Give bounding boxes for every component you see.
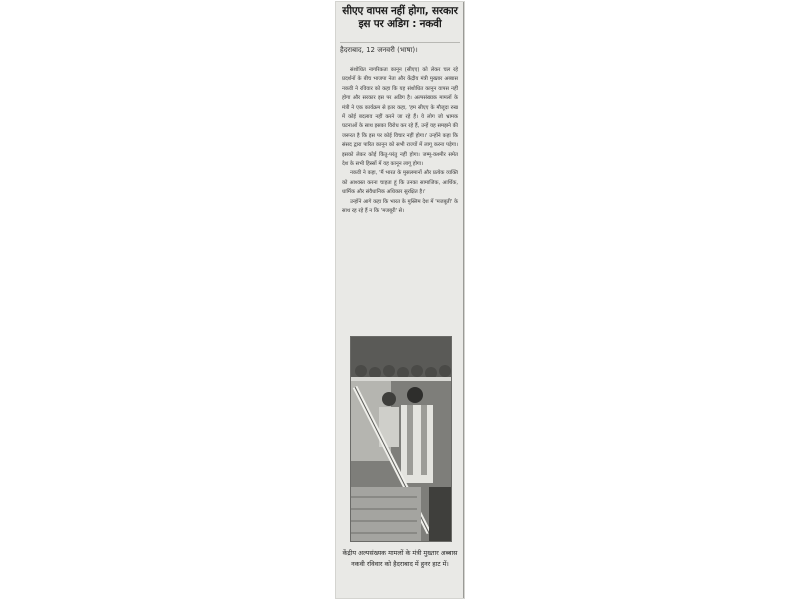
article-paragraph: संशोधित नागरिकता कानून (सीएए) को लेकर चल रहे प्रदर्शनों के बीच भाजपा नेता और केंद्रीय मंत्री मुख्तार अब्बास नकवी ने रविवार को कहा कि यह संशोधित कानून वापस नहीं होगा और सरकार इस पर अडिग है। अल्पसंख्यक मामलों के मंत्री ने एक कार्यक्रम से इतर कहा, 'हम सीएए के मौजूदा रुख में कोई बदलाव नहीं करने जा रहे हैं। ये लोग जो भ्रामक घटनाओं के साथ इसका विरोध कर रहे हैं, उन्हें यह समझने की जरूरत है कि इस पर कोई विचार नहीं होगा।' उन्होंने कहा कि संसद द्वारा पारित कानून को सभी राज्यों में लागू करना पड़ेगा। इसको लेकर कोई किंतु-परंतु नहीं होगा। जम्मू-कश्मीर समेत देश के सभी हिस्सों में यह कानून लागू होगा। <box>342 67 458 168</box>
article-dateline: हैदराबाद, 12 जनवरी (भाषा)। <box>340 46 418 54</box>
news-photo <box>350 336 452 542</box>
photo-caption: केंद्रीय अल्पसंख्यक मामलों के मंत्री मुख्तार अब्बास नकवी रविवार को हैदराबाद में हुनर हाट में। <box>342 549 458 568</box>
article-body <box>342 66 458 217</box>
article-paragraph: उन्होंने आगे कहा कि भारत के मुस्लिम देश में 'मजबूती' के साथ रह रहे हैं न कि 'मजबूरी' से। <box>342 198 458 215</box>
newspaper-clipping <box>336 2 464 598</box>
article-headline: सीएए वापस नहीं होगा, सरकार इस पर अडिग : नकवी <box>342 5 458 30</box>
article-paragraph: नकवी ने कहा, 'मैं भारत के मुसलमानों और प्रत्येक व्यक्ति को आश्वस्त करना चाहता हूं कि उनका सामाजिक, आर्थिक, धार्मिक और संवैधानिक अधिकार सुरक्षित है।' <box>342 170 458 196</box>
headline-divider <box>340 42 460 43</box>
clipping-edge <box>463 2 464 598</box>
